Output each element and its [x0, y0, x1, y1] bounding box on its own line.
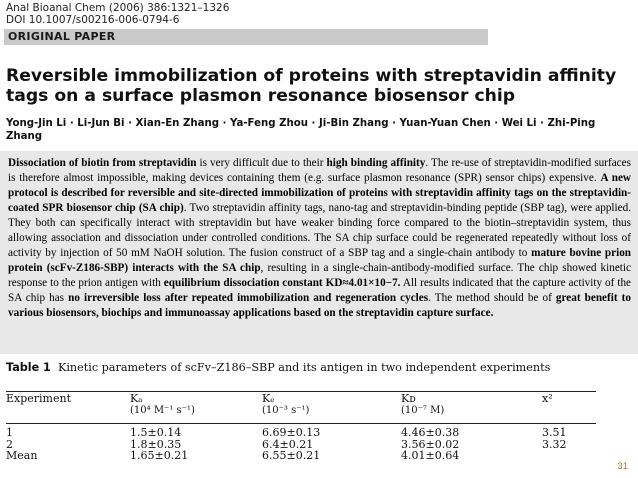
table-cell: 1	[6, 426, 13, 439]
abstract-run: . The method should be of	[428, 292, 556, 304]
abstract-box	[0, 151, 638, 354]
abstract-highlight: no irreversible loss after repeated immobilization and regeneration cycles	[68, 292, 429, 304]
table-header-row	[6, 393, 596, 424]
paper-title: Reversible immobilization of proteins with streptavidin affinity tags on a surface plasmon resonance biosensor chip	[6, 66, 617, 106]
table-cell: 4.01±0.64	[401, 449, 460, 462]
table-row	[6, 450, 596, 462]
section-banner: ORIGINAL PAPER	[4, 29, 488, 45]
journal-citation: Anal Bioanal Chem (2006) 386:1321–1326	[6, 2, 230, 14]
table-cell	[542, 450, 596, 462]
table-cell: 1.8±0.35	[130, 437, 182, 451]
table-caption	[6, 361, 626, 375]
abstract-highlight: Dissociation of biotin from streptavidin	[8, 157, 197, 169]
table-cell: 6.55±0.21	[262, 449, 321, 462]
col-header: Kₑ (10⁻³ s⁻¹)	[262, 392, 310, 416]
table-top-rule	[6, 391, 596, 392]
author-list: Yong-Jin Li · Li-Jun Bi · Xian-En Zhang · Ya-Feng Zhou · Ji-Bin Zhang · Yuan-Yuan Chen · Wei Li · Zhi-Ping Zhang	[6, 118, 596, 142]
abstract-highlight: great benefit to various biosensors, biochips and immunoassay applications based on the streptavidin capture surface.	[8, 292, 631, 319]
col-header: Kₐ (10⁴ M⁻¹ s⁻¹)	[130, 392, 195, 416]
table-cell: 6.69±0.13	[262, 426, 321, 439]
col-header: Kᴅ (10⁻⁷ M)	[401, 392, 445, 416]
kinetics-table	[6, 393, 596, 462]
abstract-highlight: A new protocol is described for reversible and site-directed immobilization of proteins with streptavidin affinity tags on the streptavidin-coated SPR biosensor chip (SA chip)	[8, 172, 631, 214]
table-row	[6, 427, 596, 439]
table-cell: 3.56±0.02	[401, 437, 460, 451]
table-cell: 6.4±0.21	[262, 437, 314, 451]
table-cell: Mean	[6, 449, 38, 462]
abstract-highlight: mature bovine prion protein (scFv-Z186-SBP) interacts with the SA chip	[8, 247, 632, 274]
table-cell: 1.5±0.14	[130, 426, 182, 439]
table-caption-text: Kinetic parameters of scFv–Z186–SBP and its antigen in two independent experiments	[57, 361, 551, 374]
abstract-run: is very difficult due to their	[196, 157, 327, 169]
table-cell: 4.46±0.38	[401, 426, 460, 439]
abstract-highlight: equilibrium dissociation constant KD≈4.01×10−7.	[163, 277, 401, 289]
table-cell: 2	[6, 437, 13, 451]
abstract-run: . Two streptavidin affinity tags, nano-tag and streptavidin-binding peptide (SBP tag), were applied. They both can specifically interact with streptavidin but have weaker binding force compared to the biotin–streptavidin system, thus allowing association and dissociation under controlled conditions. The SA chip surface could be regenerated repeatedly without loss of activity by injection of 50 mM NaOH solution. The fusion construct of a SBP tag and a single-chain antibody to	[8, 202, 631, 259]
table-label: Table 1	[6, 361, 51, 374]
table-cell: 3.51	[542, 426, 567, 439]
abstract-run: All results indicated that the capture activity of the SA chip has	[8, 277, 632, 304]
abstract-text	[8, 156, 631, 321]
abstract-run: . The re-use of streptavidin-modified surfaces is therefore almost impossible, making devices containing them (e.g. surface plasmon resonance (SPR) sensor chips) expensive.	[8, 157, 631, 184]
col-header: Experiment	[6, 392, 72, 405]
col-header: x²	[542, 392, 553, 405]
abstract-highlight: high binding affinity	[326, 157, 426, 169]
doi-line: DOI 10.1007/s00216-006-0794-6	[6, 14, 180, 26]
page-number: 31	[617, 461, 628, 472]
table-cell: 3.32	[542, 437, 567, 451]
table-cell: 1.65±0.21	[130, 449, 189, 462]
abstract-run: , resulting in a single-chain-antibody-modified surface. The chip showed kinetic response to the prion antigen with	[8, 262, 631, 289]
